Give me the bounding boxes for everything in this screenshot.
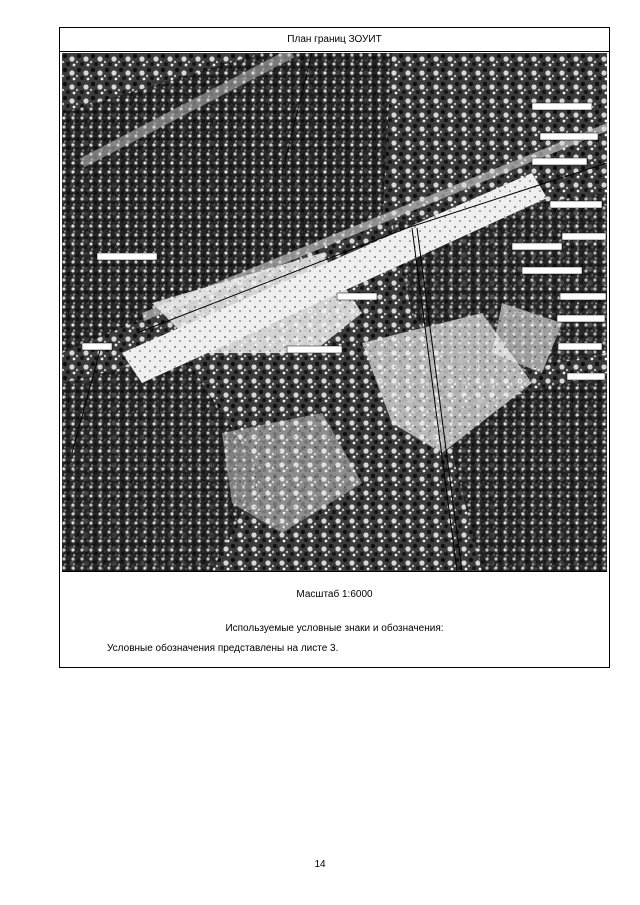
map-title: План границ ЗОУИТ — [60, 28, 609, 52]
legend-area — [60, 573, 609, 667]
map-sheet-frame — [59, 27, 610, 668]
legend-note: Условные обозначения представлены на листе 3. — [107, 643, 339, 654]
aerial-photo-icon — [62, 53, 607, 571]
legend-heading: Используемые условные знаки и обозначения: — [225, 623, 444, 634]
scale-label: Масштаб 1:6000 — [296, 589, 373, 600]
aerial-map — [62, 53, 607, 572]
page-number: 14 — [314, 859, 326, 870]
